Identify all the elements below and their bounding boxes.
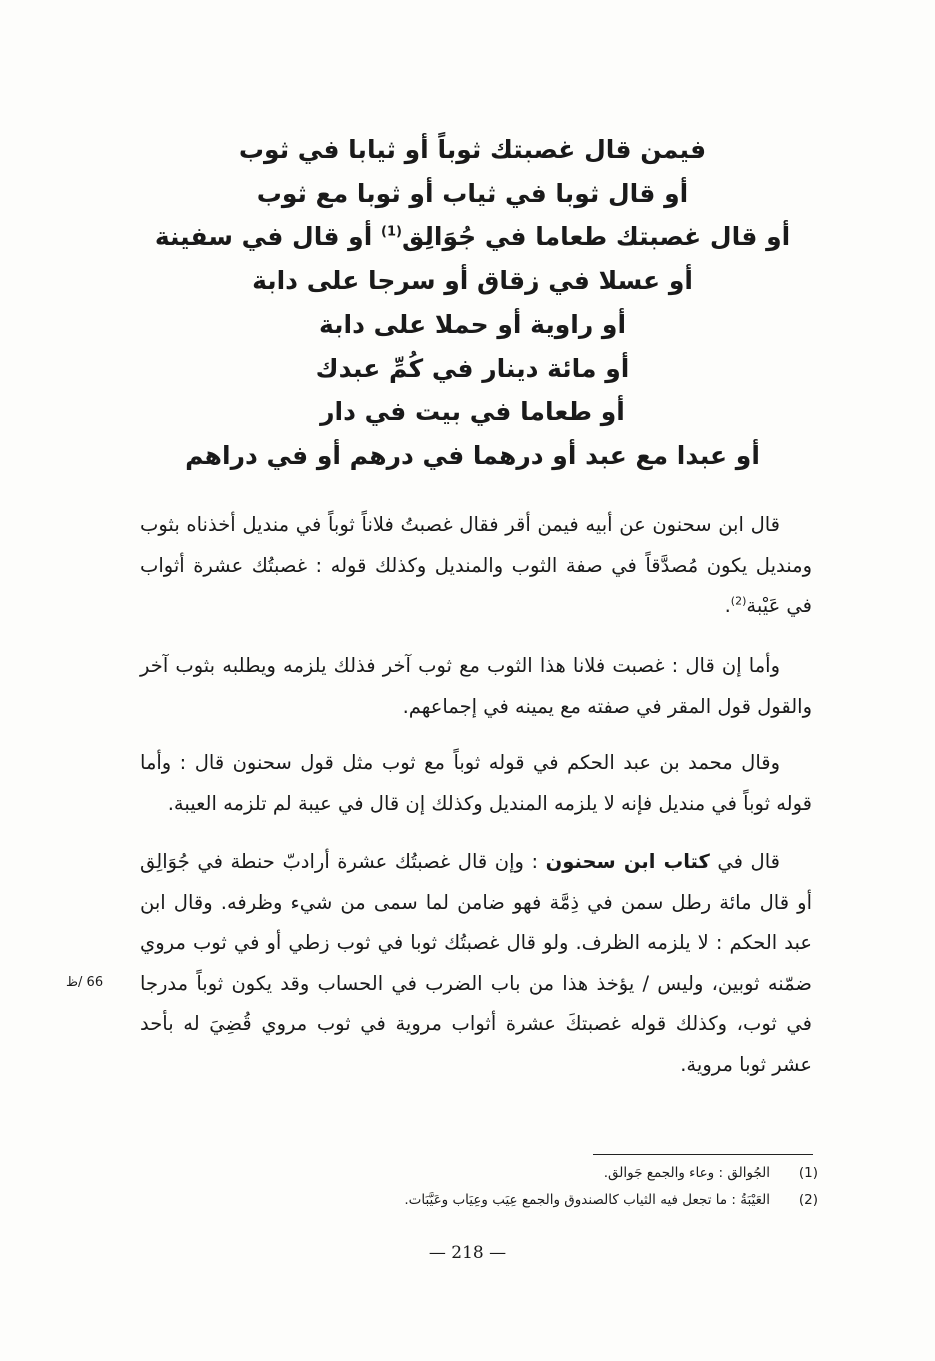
verse-line: أو عسلا في زقاق أو سرجا على دابة xyxy=(252,266,693,296)
verse-line xyxy=(150,215,795,259)
footnote-number: (2) xyxy=(798,1192,818,1208)
book-title: كتاب ابن سحنون xyxy=(545,850,710,873)
page-number: — 218 — xyxy=(428,1243,507,1263)
verse-text: أو قال غصبتك طعاما في جُوَالِق xyxy=(401,222,791,252)
paragraph-text: . xyxy=(724,594,731,617)
verse-line: أو قال ثوبا في ثياب أو ثوبا مع ثوب xyxy=(256,178,689,208)
footnotes xyxy=(200,1160,818,1214)
footnote-text: الجُوالق : وعاء والجمع جَوالق. xyxy=(603,1165,770,1181)
footnote-text: العَيْبَةُ : ما تجعل فيه الثياب كالصندوق والجمع عِيَب وعِيَاب وعَيَّبَات. xyxy=(404,1192,770,1208)
verse-line: أو عبدا مع عبد أو درهما في درهم أو في دراهم xyxy=(185,440,760,470)
paragraph-text: قال ابن سحنون عن أبيه فيمن أقر فقال غصبتُ فلاناً ثوباً في منديل أخذناه بثوب ومنديل يكون مُصدَّقاً في صفة الثوب والمنديل وكذلك قوله : غصبتُك عشرة أثواب في عَيْبة xyxy=(140,513,812,617)
paragraph-text: وأما إن قال : غصبت فلانا هذا الثوب مع ثوب آخر فذلك يلزمه ويطلبه بثوب آخر والقول قول المقر في صفته مع يمينه في إجماعهم. xyxy=(140,654,812,718)
paragraph-text: قال في xyxy=(709,850,780,873)
footnote-marker[interactable]: (2) xyxy=(730,594,747,608)
footnote-divider xyxy=(593,1154,813,1155)
verse-line: فيمن قال غصبتك ثوباً أو ثيابا في ثوب xyxy=(238,135,707,164)
paragraph xyxy=(140,646,812,727)
manuscript-folio-note: 66 /ظ xyxy=(66,975,104,990)
verse-line: أو مائة دينار في كُمِّ عبدك xyxy=(315,353,630,383)
footnote-marker[interactable]: (1) xyxy=(381,225,402,241)
verse-line: أو طعاما في بيت في دار xyxy=(320,397,625,427)
footnote xyxy=(200,1187,818,1214)
verse-text: أو قال في سفينة xyxy=(154,222,381,252)
verse-line: أو راوية أو حملا على دابة xyxy=(318,309,627,339)
paragraph xyxy=(140,842,812,1085)
footnote xyxy=(200,1160,818,1187)
footnote-number: (1) xyxy=(798,1165,818,1181)
verse-block xyxy=(150,128,795,478)
paragraph-text: : وإن قال غصبتُك عشرة أرادبّ حنطة في جُوَالِق أو قال مائة رطل سمن في ذِمَّة فهو ضامن لما سمى من شيء وظرفه. وقال ابن عبد الحكم : لا يلزمه الظرف. ولو قال غصبتُك ثوبا في ثوب زطي أو في ثوب مروي ضمّنه ثوبين، وليس / يؤخذ هذا من باب الضرب في الحساب وقد يكون ثوباً مدرجا في ثوب، وكذلك قوله غصبتكَ عشرة أثواب مروية في ثوب مروي قُضِيَ له بأحد عشر ثوبا مروية. xyxy=(140,850,812,1076)
paragraph xyxy=(140,743,812,824)
paragraph xyxy=(140,505,812,627)
paragraph-text: وقال محمد بن عبد الحكم في قوله ثوباً مع ثوب مثل قول سحنون قال : وأما قوله ثوباً في منديل فإنه لا يلزمه المنديل وكذلك إن قال في عيبة لم تلزمه العيبة. xyxy=(140,751,812,815)
